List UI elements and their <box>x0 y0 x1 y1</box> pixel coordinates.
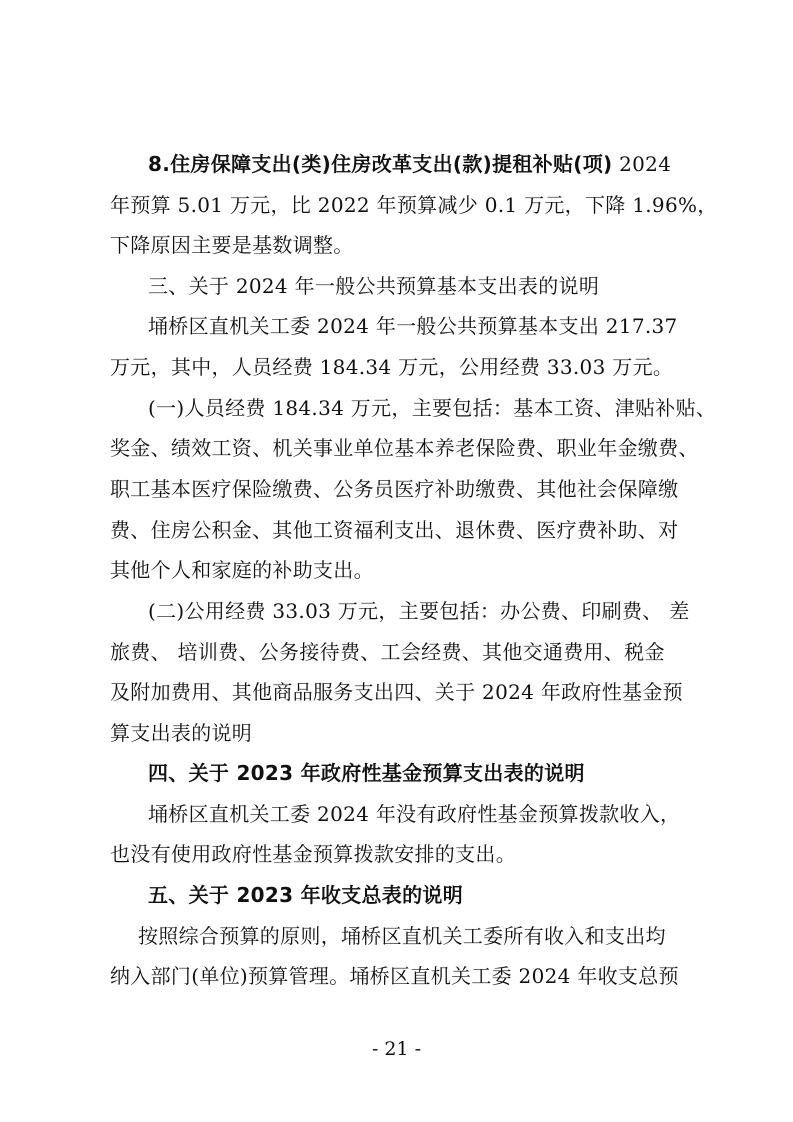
section-heading: 8.住房保障支出(类)住房改革支出(款)提租补贴(项) <box>148 152 613 176</box>
paragraph-line: 奖金、绩效工资、机关事业单位基本养老保险费、职业年金缴费、 <box>110 436 699 460</box>
section-heading: 三、关于 2024 年一般公共预算基本支出表的说明 <box>148 274 600 298</box>
paragraph-line: 及附加费用、其他商品服务支出四、关于 2024 年政府性基金预 <box>110 680 683 704</box>
paragraph-line: 纳入部门(单位)预算管理。埇桥区直机关工委 2024 年收支总预 <box>110 964 679 988</box>
paragraph-line: (一)人员经费 184.34 万元，主要包括：基本工资、津贴补贴、 <box>148 396 717 420</box>
paragraph-line <box>148 152 748 176</box>
paragraph-line: 旅费、 培训费、公务接待费、工会经费、其他交通费用、税金 <box>110 640 665 664</box>
paragraph-line: 其他个人和家庭的补助支出。 <box>110 558 374 582</box>
page-number: - 21 - <box>371 1038 422 1060</box>
paragraph-line: 下降原因主要是基数调整。 <box>110 233 354 257</box>
paragraph-line: 算支出表的说明 <box>110 721 253 745</box>
section-heading: 四、关于 2023 年政府性基金预算支出表的说明 <box>148 761 585 785</box>
section-heading: 五、关于 2023 年收支总表的说明 <box>148 883 463 907</box>
paragraph-line: 埇桥区直机关工委 2024 年一般公共预算基本支出 217.37 <box>148 314 678 338</box>
paragraph-line: 按照综合预算的原则，埇桥区直机关工委所有收入和支出均 <box>138 924 666 948</box>
paragraph-line: (二)公用经费 33.03 万元，主要包括：办公费、印刷费、 差 <box>148 599 690 623</box>
paragraph-line: 费、住房公积金、其他工资福利支出、退休费、医疗费补助、对 <box>110 518 679 542</box>
paragraph-line: 万元，其中，人员经费 184.34 万元，公用经费 33.03 万元。 <box>110 355 674 379</box>
paragraph-line: 也没有使用政府性基金预算拨款安排的支出。 <box>110 842 516 866</box>
paragraph-line: 埇桥区直机关工委 2024 年没有政府性基金预算拨款收入， <box>148 802 681 826</box>
paragraph-line: 职工基本医疗保险缴费、公务员医疗补助缴费、其他社会保障缴 <box>110 477 679 501</box>
paragraph-text: 2024 <box>612 152 672 176</box>
paragraph-line: 年预算 5.01 万元，比 2022 年预算减少 0.1 万元，下降 1.96%， <box>110 193 718 217</box>
